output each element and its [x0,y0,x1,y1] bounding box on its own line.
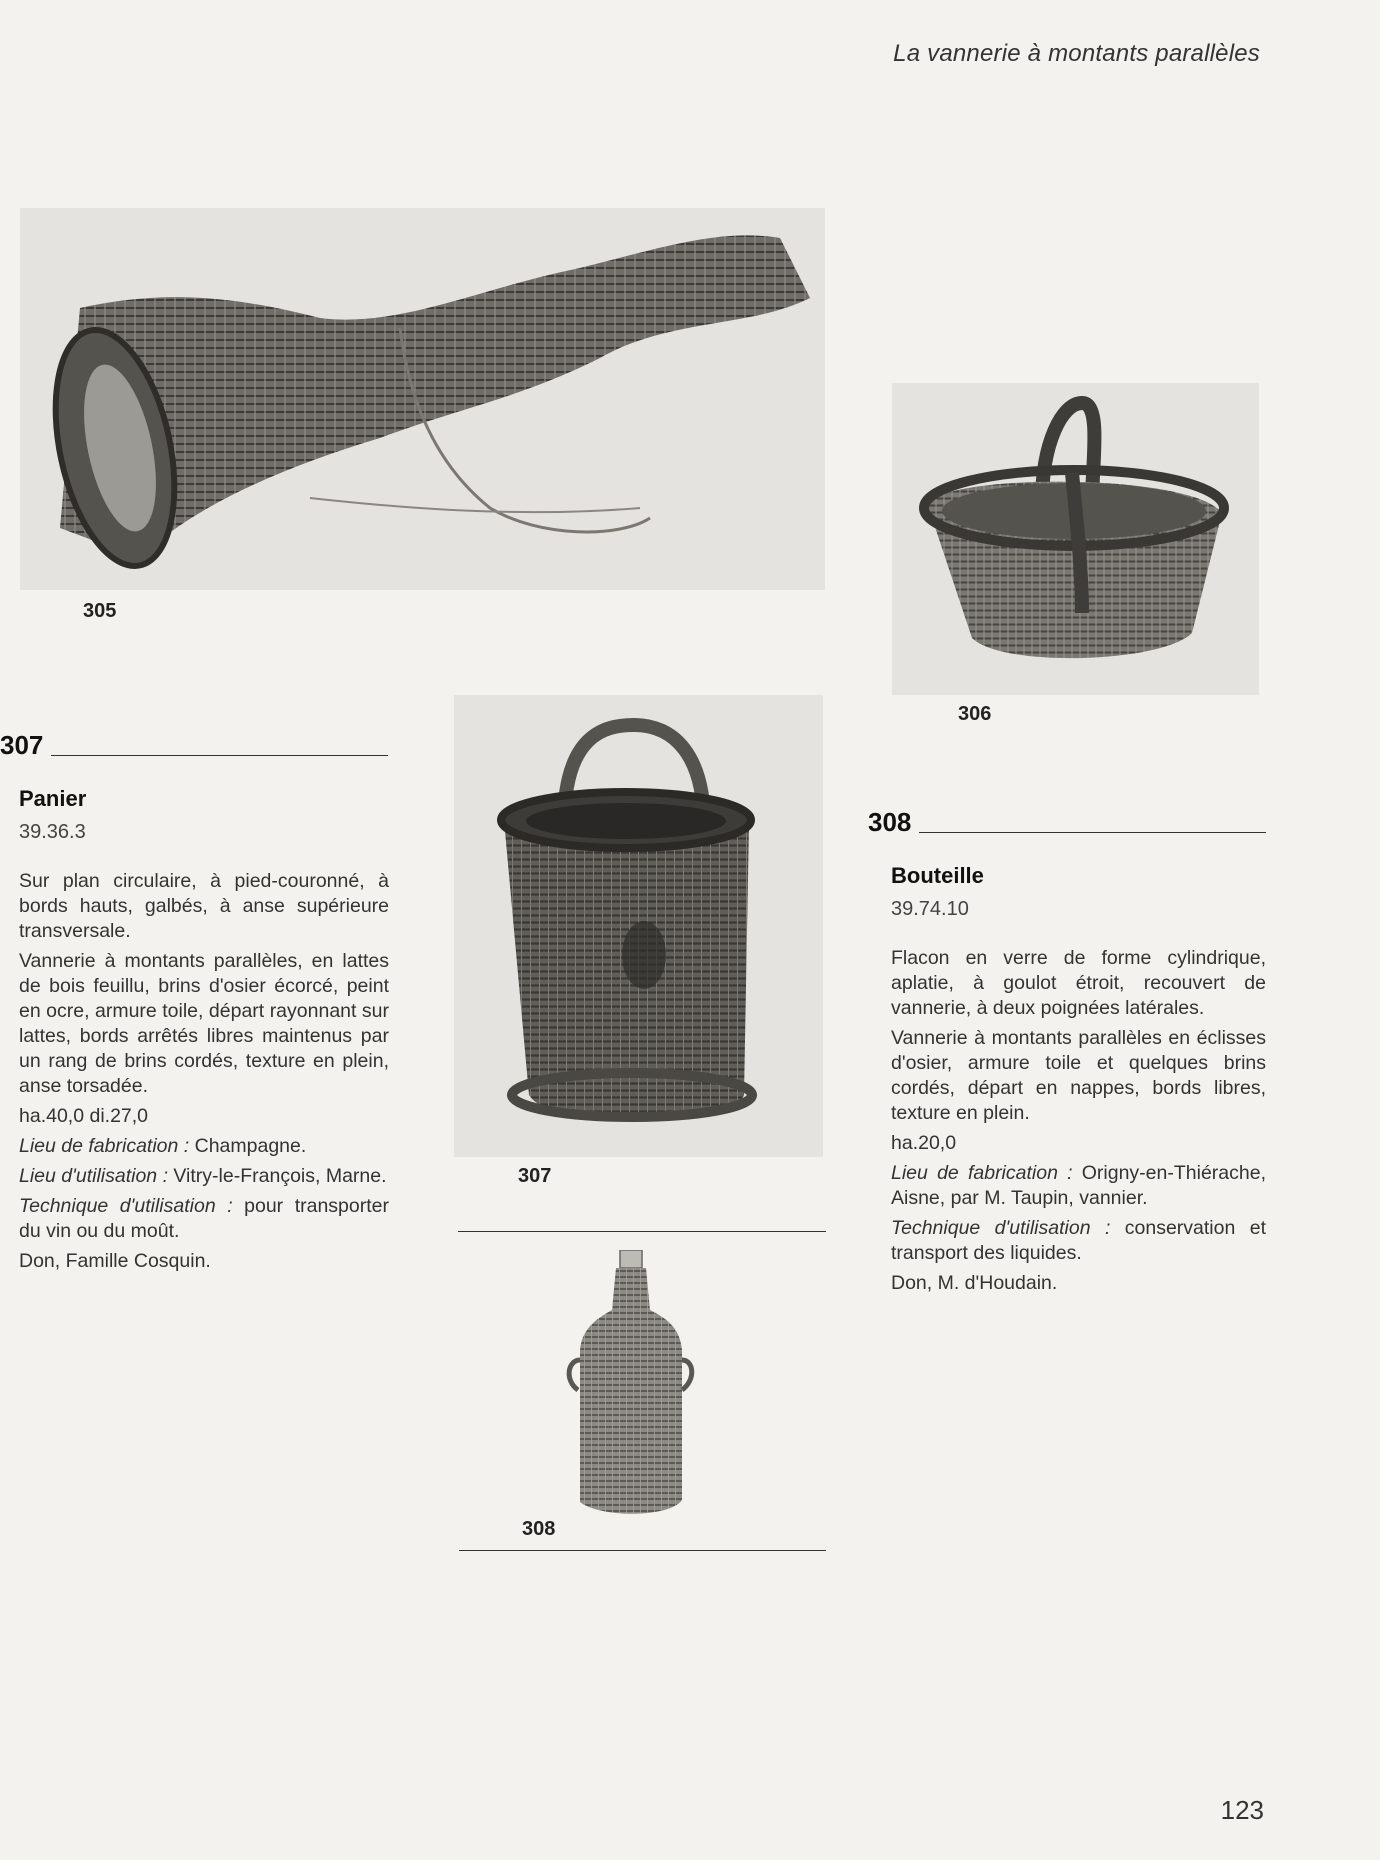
photo-305 [20,208,825,590]
entry-307-text [19,786,389,1279]
entry-308-fab-value: Origny-en-Thiérache, Aisne, par M. Taupin, vannier. [891,1162,1266,1209]
entry-308-use-tech-label: Technique d'utilisation : [891,1217,1111,1239]
entry-308-dimensions: ha.20,0 [891,1132,957,1154]
entry-307-use-tech [19,1194,389,1244]
entry-307-use-tech-value: pour transporter du vin ou du moût. [19,1195,389,1242]
entry-307-use-place-label: Lieu d'utilisation : [19,1165,168,1187]
entry-307-title: Panier [19,786,87,811]
entry-308-donor: Don, M. d'Houdain. [891,1272,1058,1294]
entry-308-inventory: 39.74.10 [891,898,969,920]
entry-307-use-place [19,1164,389,1189]
entry-308-number: 308 [868,807,912,837]
entry-307-use-place-value: Vitry-le-François, Marne. [173,1165,387,1187]
entry-308-use-tech-value: conservation et transport des liquides. [891,1217,1266,1264]
entry-307-use-tech-label: Technique d'utilisation : [19,1195,233,1217]
entry-307-fab-label: Lieu de fabrication : [19,1135,190,1157]
entry-307-description: Sur plan circulaire, à pied-couronné, à bords hauts, galbés, à anse supérieure transversale. [19,870,389,942]
figure-number-305: 305 [83,600,117,622]
divider-top [458,1231,826,1232]
entry-307-inventory: 39.36.3 [19,821,86,843]
figure-number-306: 306 [958,703,992,725]
entry-307-number: 307 [0,730,44,760]
photo-308 [560,1250,696,1522]
figure-number-308: 308 [522,1518,556,1540]
entry-307-technique: Vannerie à montants parallèles, en lattes de bois feuillu, brins d'osier écorcé, peint en ocre, armure toile, départ rayonnant sur lattes, bords arrêtés libres maintenus par un rang de brins cordés, texture en plein, anse torsadée. [19,950,389,1097]
entry-307-heading [0,732,388,758]
divider-bottom [459,1550,826,1551]
entry-307-donor: Don, Famille Cosquin. [19,1250,211,1272]
entry-308-text [891,863,1266,1301]
entry-308-heading [868,809,1266,835]
entry-308-fabrication [891,1161,1266,1211]
entry-308-fab-label: Lieu de fabrication : [891,1162,1073,1184]
running-title: La vannerie à montants parallèles [893,40,1260,67]
entry-308-title: Bouteille [891,863,984,888]
entry-307-dimensions: ha.40,0 di.27,0 [19,1105,149,1127]
page-number: 123 [1220,1795,1264,1825]
entry-308-description: Flacon en verre de forme cylindrique, aplatie, à goulot étroit, recouvert de vannerie, à deux poignées latérales. [891,947,1266,1019]
entry-308-rule [919,832,1266,833]
entry-307-rule [51,755,388,756]
photo-307 [454,695,823,1157]
entry-308-technique: Vannerie à montants parallèles en éclisses d'osier, armure toile et quelques brins cordés, départ en nappes, bords libres, texture en plein. [891,1027,1266,1124]
entry-307-fabrication [19,1134,389,1159]
entry-308-use-tech [891,1216,1266,1266]
figure-number-307: 307 [518,1165,552,1187]
photo-306 [892,383,1259,695]
entry-307-fab-value: Champagne. [194,1135,307,1157]
